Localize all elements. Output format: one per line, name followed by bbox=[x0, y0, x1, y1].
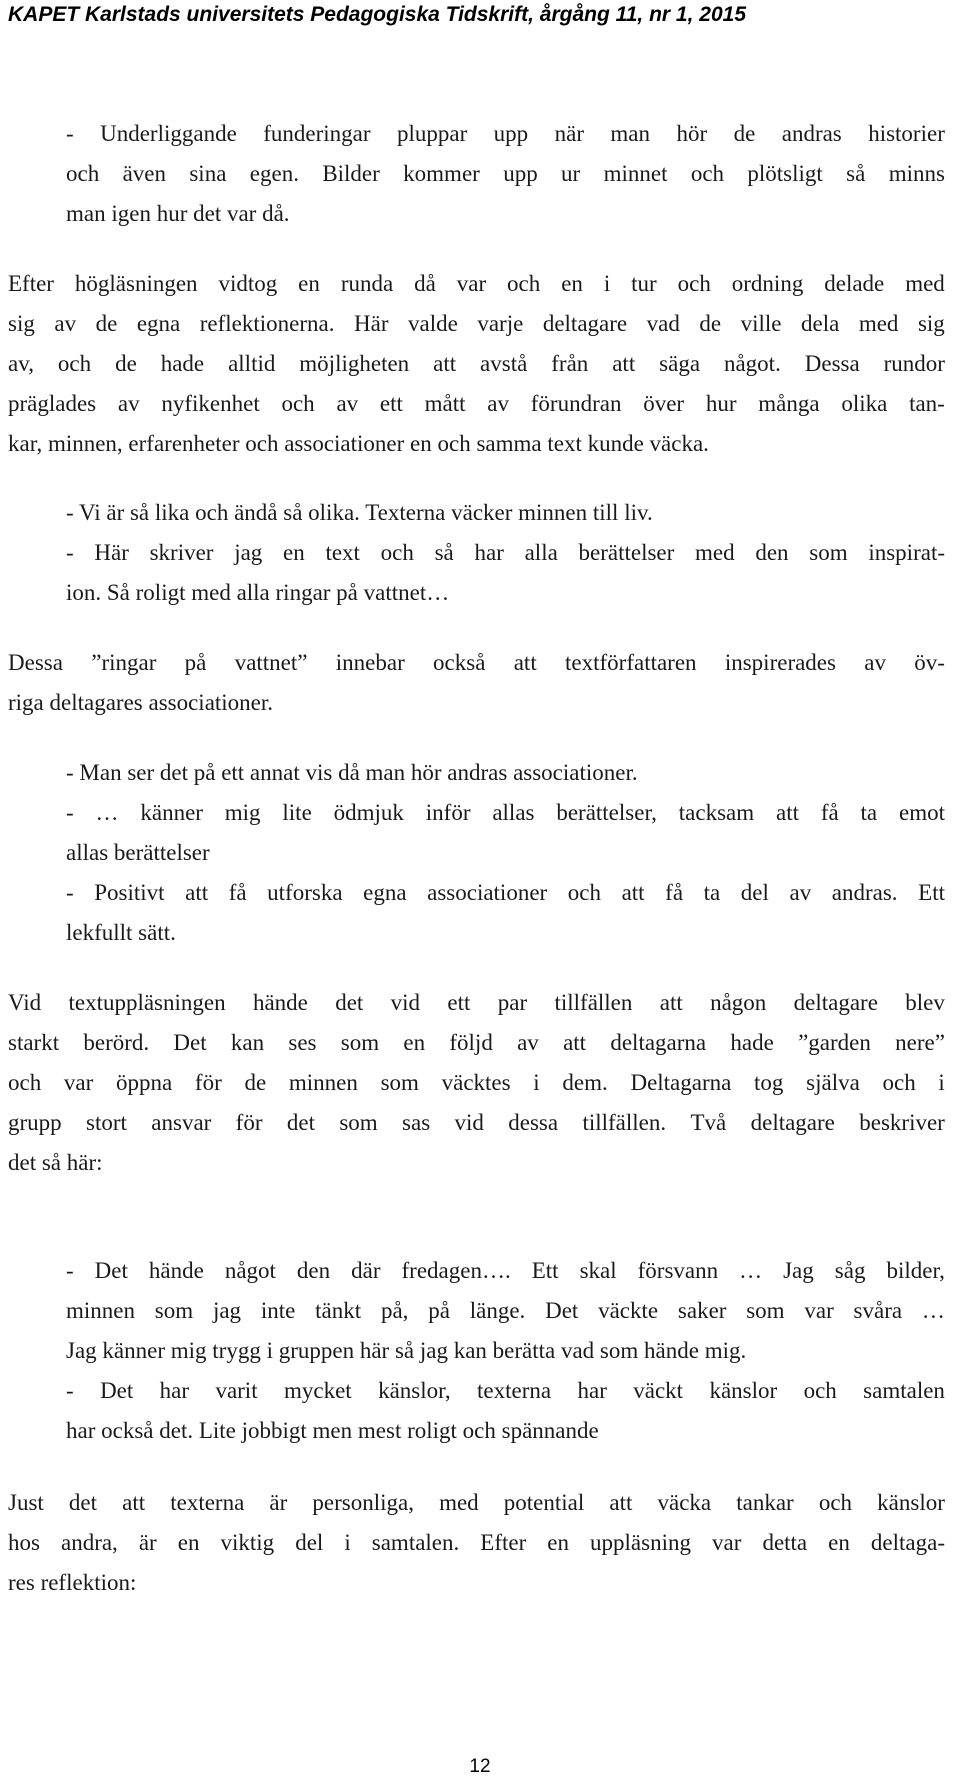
word: Ett bbox=[531, 1258, 559, 1283]
word: ta bbox=[703, 880, 721, 905]
word: hade bbox=[160, 351, 205, 376]
word: Efter bbox=[480, 1530, 527, 1555]
word: rundor bbox=[883, 351, 945, 376]
word: mått bbox=[424, 391, 466, 416]
word: ”garden bbox=[798, 1030, 871, 1055]
word: en bbox=[547, 1530, 570, 1555]
word: dem. bbox=[562, 1070, 608, 1095]
journal-header: KAPET Karlstads universitets Pedagogiska Tidskrift, årgång 11, nr 1, 2015 bbox=[8, 3, 746, 26]
word: en bbox=[561, 271, 583, 296]
word: tacksam bbox=[678, 800, 755, 825]
text-line bbox=[8, 1028, 945, 1058]
word: inför bbox=[425, 800, 471, 825]
word: många bbox=[758, 391, 820, 416]
word: sig bbox=[917, 311, 945, 336]
word: bilder, bbox=[886, 1258, 945, 1283]
word: att bbox=[563, 1030, 587, 1055]
text-line bbox=[66, 538, 945, 568]
word: ta bbox=[860, 800, 878, 825]
word: präglades bbox=[8, 391, 97, 416]
word: med bbox=[439, 1490, 479, 1515]
word: deltagare bbox=[793, 990, 878, 1015]
word: allas bbox=[492, 800, 535, 825]
word: varje bbox=[477, 311, 524, 336]
text-line bbox=[66, 119, 945, 149]
text-line: res reflektion: bbox=[8, 1570, 137, 1595]
word: - bbox=[66, 121, 74, 146]
word: så bbox=[434, 540, 454, 565]
word: var bbox=[712, 1530, 742, 1555]
text-line bbox=[8, 1068, 945, 1098]
word: vid bbox=[390, 990, 421, 1015]
word: och bbox=[8, 1070, 42, 1095]
word: text bbox=[325, 540, 360, 565]
text-line bbox=[66, 1256, 945, 1286]
word: från bbox=[551, 351, 589, 376]
word: … bbox=[739, 1258, 763, 1283]
word: hur bbox=[705, 391, 737, 416]
word: med bbox=[695, 540, 735, 565]
word: och bbox=[57, 351, 92, 376]
word: sina bbox=[189, 161, 227, 186]
text-line bbox=[66, 878, 945, 908]
word: har bbox=[159, 1378, 190, 1403]
word: och bbox=[281, 391, 315, 416]
word: berörd. bbox=[83, 1030, 150, 1055]
text-line: man igen hur det var då. bbox=[66, 201, 290, 226]
word: att bbox=[609, 1490, 633, 1515]
text-line bbox=[8, 648, 945, 678]
word: och bbox=[818, 1490, 853, 1515]
word: att bbox=[185, 880, 209, 905]
word: - bbox=[66, 1258, 74, 1283]
word: är bbox=[269, 1490, 288, 1515]
word: den bbox=[755, 540, 789, 565]
word: i bbox=[344, 1530, 351, 1555]
word: - bbox=[66, 880, 74, 905]
word: texterna bbox=[170, 1490, 245, 1515]
word: alla bbox=[524, 540, 558, 565]
word: de bbox=[244, 1070, 267, 1095]
word: plötsligt bbox=[747, 161, 823, 186]
word: ansvar bbox=[151, 1110, 212, 1135]
word: lite bbox=[282, 800, 312, 825]
word: tur bbox=[631, 271, 657, 296]
word: väckte bbox=[598, 1298, 659, 1323]
word: Det bbox=[173, 1030, 207, 1055]
word: de bbox=[115, 351, 137, 376]
text-line: Jag känner mig trygg i gruppen här så jag kan berätta vad som hände mig. bbox=[66, 1338, 747, 1363]
word: potential bbox=[503, 1490, 585, 1515]
word: andras bbox=[781, 121, 842, 146]
word: och bbox=[690, 161, 725, 186]
word: är bbox=[138, 1530, 157, 1555]
word: med bbox=[858, 311, 899, 336]
word: att bbox=[433, 351, 457, 376]
word: vattnet” bbox=[234, 650, 308, 675]
text-line: ion. Så roligt med alla ringar på vattnet… bbox=[66, 580, 450, 605]
word: saker bbox=[677, 1298, 727, 1323]
word: i bbox=[533, 1070, 540, 1095]
word: och bbox=[66, 161, 100, 186]
word: och bbox=[677, 271, 711, 296]
text-line: riga deltagares associationer. bbox=[8, 690, 274, 715]
word: deltagare bbox=[750, 1110, 835, 1135]
word: dessa bbox=[508, 1110, 559, 1135]
word: på, bbox=[380, 1298, 409, 1323]
word: hände bbox=[148, 1258, 204, 1283]
word: det bbox=[286, 1110, 315, 1135]
word: egna bbox=[136, 311, 181, 336]
word: möjligheten bbox=[299, 351, 410, 376]
word: var bbox=[456, 271, 487, 296]
word: Det bbox=[94, 1258, 128, 1283]
word: del bbox=[740, 880, 769, 905]
word: ödmjuk bbox=[333, 800, 404, 825]
word: alltid bbox=[228, 351, 276, 376]
word: Just bbox=[8, 1490, 44, 1515]
word: detta bbox=[762, 1530, 808, 1555]
word: försvann bbox=[637, 1258, 719, 1283]
word: upp bbox=[493, 121, 529, 146]
text-line bbox=[8, 988, 945, 1018]
word: berättelser, bbox=[556, 800, 657, 825]
text-line bbox=[66, 1296, 945, 1326]
word: stort bbox=[86, 1110, 127, 1135]
word: ur bbox=[561, 161, 581, 186]
text-line bbox=[8, 269, 945, 299]
word: utforska bbox=[267, 880, 343, 905]
word: av bbox=[54, 311, 77, 336]
word: också bbox=[433, 650, 486, 675]
word: känslor bbox=[877, 1490, 945, 1515]
word: i bbox=[938, 1070, 945, 1095]
word: inspirerades bbox=[724, 650, 836, 675]
word: svåra bbox=[853, 1298, 903, 1323]
word: Här bbox=[94, 540, 129, 565]
word: tillfällen bbox=[554, 990, 633, 1015]
word: när bbox=[554, 121, 584, 146]
word: av bbox=[117, 391, 140, 416]
word: … bbox=[95, 800, 119, 825]
word: minnen bbox=[288, 1070, 358, 1095]
word: då bbox=[414, 271, 436, 296]
word: som bbox=[154, 1298, 194, 1323]
word: kommer bbox=[403, 161, 480, 186]
text-line bbox=[8, 349, 945, 379]
word: runda bbox=[340, 271, 394, 296]
word: samtalen bbox=[863, 1378, 945, 1403]
word: Efter bbox=[8, 271, 54, 296]
word: pluppar bbox=[396, 121, 468, 146]
word: Två bbox=[690, 1110, 727, 1135]
word: såg bbox=[834, 1258, 866, 1283]
word: det bbox=[335, 990, 364, 1015]
text-line: - Man ser det på ett annat vis då man hör andras associationer. bbox=[66, 760, 638, 785]
word: egna bbox=[363, 880, 407, 905]
word: även bbox=[122, 161, 166, 186]
word: var bbox=[804, 1298, 834, 1323]
word: Jag bbox=[783, 1258, 814, 1283]
word: … bbox=[921, 1298, 945, 1323]
word: fredagen…. bbox=[401, 1258, 511, 1283]
word: Positivt bbox=[94, 880, 165, 905]
word: mig bbox=[224, 800, 261, 825]
word: vidtog bbox=[218, 271, 278, 296]
page-number: 12 bbox=[469, 1756, 491, 1777]
word: och bbox=[567, 880, 601, 905]
word: av bbox=[336, 391, 359, 416]
word: högläsningen bbox=[74, 271, 198, 296]
word: par bbox=[497, 990, 528, 1015]
word: har bbox=[577, 1378, 607, 1403]
word: något. bbox=[723, 351, 781, 376]
word: få bbox=[665, 880, 684, 905]
word: historier bbox=[868, 121, 945, 146]
word: Det bbox=[545, 1298, 579, 1323]
word: skal bbox=[579, 1258, 617, 1283]
text-line bbox=[8, 1488, 945, 1518]
word: egen. bbox=[249, 161, 299, 186]
text-line bbox=[8, 1528, 945, 1558]
word: i bbox=[603, 271, 611, 296]
word: man bbox=[610, 121, 651, 146]
text-line: det så här: bbox=[8, 1150, 103, 1175]
word: Deltagarna bbox=[630, 1070, 732, 1095]
word: Här bbox=[354, 311, 389, 336]
word: som bbox=[809, 540, 848, 565]
word: texterna bbox=[477, 1378, 552, 1403]
word: och bbox=[380, 540, 414, 565]
word: tog bbox=[754, 1070, 784, 1095]
word: en bbox=[403, 1030, 426, 1055]
word: för bbox=[235, 1110, 263, 1135]
word: av bbox=[517, 1030, 539, 1055]
word: att bbox=[659, 990, 683, 1015]
word: valde bbox=[408, 311, 458, 336]
word: av, bbox=[8, 351, 34, 376]
text-line bbox=[66, 798, 945, 828]
word: sas bbox=[402, 1110, 431, 1135]
word: att bbox=[775, 800, 799, 825]
text-line: kar, minnen, erfarenheter och associationer en och samma text kunde väcka. bbox=[8, 431, 709, 456]
word: jag bbox=[234, 540, 263, 565]
word: inte bbox=[260, 1298, 296, 1323]
word: av bbox=[864, 650, 886, 675]
word: skriver bbox=[149, 540, 214, 565]
word: länge. bbox=[469, 1298, 526, 1323]
word: den bbox=[296, 1258, 331, 1283]
word: samtalen. bbox=[371, 1530, 460, 1555]
text-line: har också det. Lite jobbigt men mest roligt och spännande bbox=[66, 1418, 599, 1443]
word: - bbox=[66, 540, 74, 565]
text-line bbox=[8, 1108, 945, 1138]
word: ”ringar bbox=[91, 650, 157, 675]
word: inspirat- bbox=[868, 540, 945, 565]
word: tankar bbox=[736, 1490, 794, 1515]
word: de bbox=[699, 311, 722, 336]
word: över bbox=[643, 391, 685, 416]
word: som bbox=[380, 1070, 419, 1095]
word: - bbox=[66, 1378, 74, 1403]
word: en bbox=[177, 1530, 200, 1555]
word: dela bbox=[801, 311, 840, 336]
word: för bbox=[194, 1070, 222, 1095]
word: blev bbox=[905, 990, 945, 1015]
word: att bbox=[612, 351, 636, 376]
word: en bbox=[298, 271, 320, 296]
word: andra, bbox=[60, 1530, 118, 1555]
word: Det bbox=[100, 1378, 134, 1403]
word: hos bbox=[8, 1530, 40, 1555]
word: de bbox=[95, 311, 118, 336]
word: hör bbox=[676, 121, 708, 146]
word: själva bbox=[806, 1070, 860, 1095]
word: som bbox=[340, 1030, 380, 1055]
word: ville bbox=[740, 311, 782, 336]
word: av bbox=[487, 391, 510, 416]
word: var bbox=[63, 1070, 94, 1095]
word: nere” bbox=[895, 1030, 945, 1055]
word: beskriver bbox=[859, 1110, 945, 1135]
text-line: - Vi är så lika och ändå så olika. Texterna väcker minnen till liv. bbox=[66, 500, 653, 525]
word: avstå bbox=[480, 351, 528, 376]
word: någon bbox=[710, 990, 767, 1015]
word: som bbox=[339, 1110, 378, 1135]
word: att bbox=[621, 880, 645, 905]
word: textuppläsningen bbox=[68, 990, 226, 1015]
word: hände bbox=[252, 990, 308, 1015]
word: väcktes bbox=[441, 1070, 511, 1095]
word: säga bbox=[659, 351, 701, 376]
word: vid bbox=[454, 1110, 484, 1135]
word: Underliggande bbox=[100, 121, 237, 146]
word: öv- bbox=[914, 650, 945, 675]
word: funderingar bbox=[263, 121, 371, 146]
word: personliga, bbox=[312, 1490, 414, 1515]
word: varit bbox=[215, 1378, 258, 1403]
word: tillfällen. bbox=[582, 1110, 667, 1135]
word: och bbox=[882, 1070, 916, 1095]
word: känslor, bbox=[378, 1378, 451, 1403]
word: de bbox=[733, 121, 756, 146]
word: starkt bbox=[8, 1030, 60, 1055]
word: tan- bbox=[909, 391, 945, 416]
word: något bbox=[224, 1258, 276, 1283]
word: väckt bbox=[633, 1378, 684, 1403]
word: upp bbox=[503, 161, 538, 186]
word: få bbox=[820, 800, 839, 825]
word: sig bbox=[8, 311, 35, 336]
word: har bbox=[474, 540, 504, 565]
word: ett bbox=[447, 990, 471, 1015]
word: väcka bbox=[657, 1490, 712, 1515]
word: av bbox=[789, 880, 812, 905]
word: kan bbox=[230, 1030, 265, 1055]
word: med bbox=[905, 271, 945, 296]
word: öppna bbox=[116, 1070, 173, 1095]
word: Ett bbox=[918, 880, 945, 905]
word: jag bbox=[212, 1298, 242, 1323]
word: ett bbox=[379, 391, 403, 416]
word: deltaga- bbox=[870, 1530, 945, 1555]
word: textförfattaren bbox=[565, 650, 697, 675]
word: minnen bbox=[66, 1298, 135, 1323]
word: en bbox=[828, 1530, 850, 1555]
word: och bbox=[507, 271, 541, 296]
word: och bbox=[803, 1378, 837, 1403]
text-line: allas berättelser bbox=[66, 840, 210, 865]
word: deltagarna bbox=[610, 1030, 707, 1055]
word: associationer bbox=[427, 880, 548, 905]
word: förundran bbox=[530, 391, 622, 416]
text-line bbox=[8, 389, 945, 419]
word: minnet bbox=[603, 161, 668, 186]
word: Vid bbox=[8, 990, 42, 1015]
word: känslor bbox=[709, 1378, 778, 1403]
word: uppläsning bbox=[590, 1530, 691, 1555]
word: där bbox=[351, 1258, 381, 1283]
word: Dessa bbox=[804, 351, 860, 376]
word: reflektionerna. bbox=[199, 311, 335, 336]
word: Dessa bbox=[8, 650, 63, 675]
word: grupp bbox=[8, 1110, 62, 1135]
word: så bbox=[846, 161, 866, 186]
text-line bbox=[66, 159, 945, 189]
word: få bbox=[228, 880, 247, 905]
word: känner bbox=[140, 800, 203, 825]
word: deltagare bbox=[542, 311, 628, 336]
word: - bbox=[66, 800, 74, 825]
text-line: lekfullt sätt. bbox=[66, 920, 176, 945]
word: Bilder bbox=[322, 161, 380, 186]
word: en bbox=[283, 540, 305, 565]
word: innebar bbox=[335, 650, 405, 675]
word: ses bbox=[288, 1030, 317, 1055]
word: tänkt bbox=[315, 1298, 362, 1323]
text-line bbox=[66, 1376, 945, 1406]
word: berättelser bbox=[578, 540, 675, 565]
word: nyfikenhet bbox=[161, 391, 260, 416]
word: mycket bbox=[283, 1378, 352, 1403]
word: minns bbox=[888, 161, 945, 186]
word: som bbox=[746, 1298, 785, 1323]
word: det bbox=[68, 1490, 98, 1515]
word: vad bbox=[646, 311, 680, 336]
word: olika bbox=[841, 391, 888, 416]
word: att bbox=[513, 650, 537, 675]
word: på bbox=[428, 1298, 450, 1323]
word: ordning bbox=[731, 271, 804, 296]
word: delade bbox=[824, 271, 885, 296]
word: viktig bbox=[220, 1530, 275, 1555]
word: emot bbox=[899, 800, 945, 825]
word: att bbox=[122, 1490, 146, 1515]
word: hade bbox=[730, 1030, 774, 1055]
word: andras. bbox=[831, 880, 898, 905]
word: del bbox=[295, 1530, 324, 1555]
word: följd bbox=[449, 1030, 493, 1055]
text-line bbox=[8, 309, 945, 339]
word: på bbox=[184, 650, 207, 675]
